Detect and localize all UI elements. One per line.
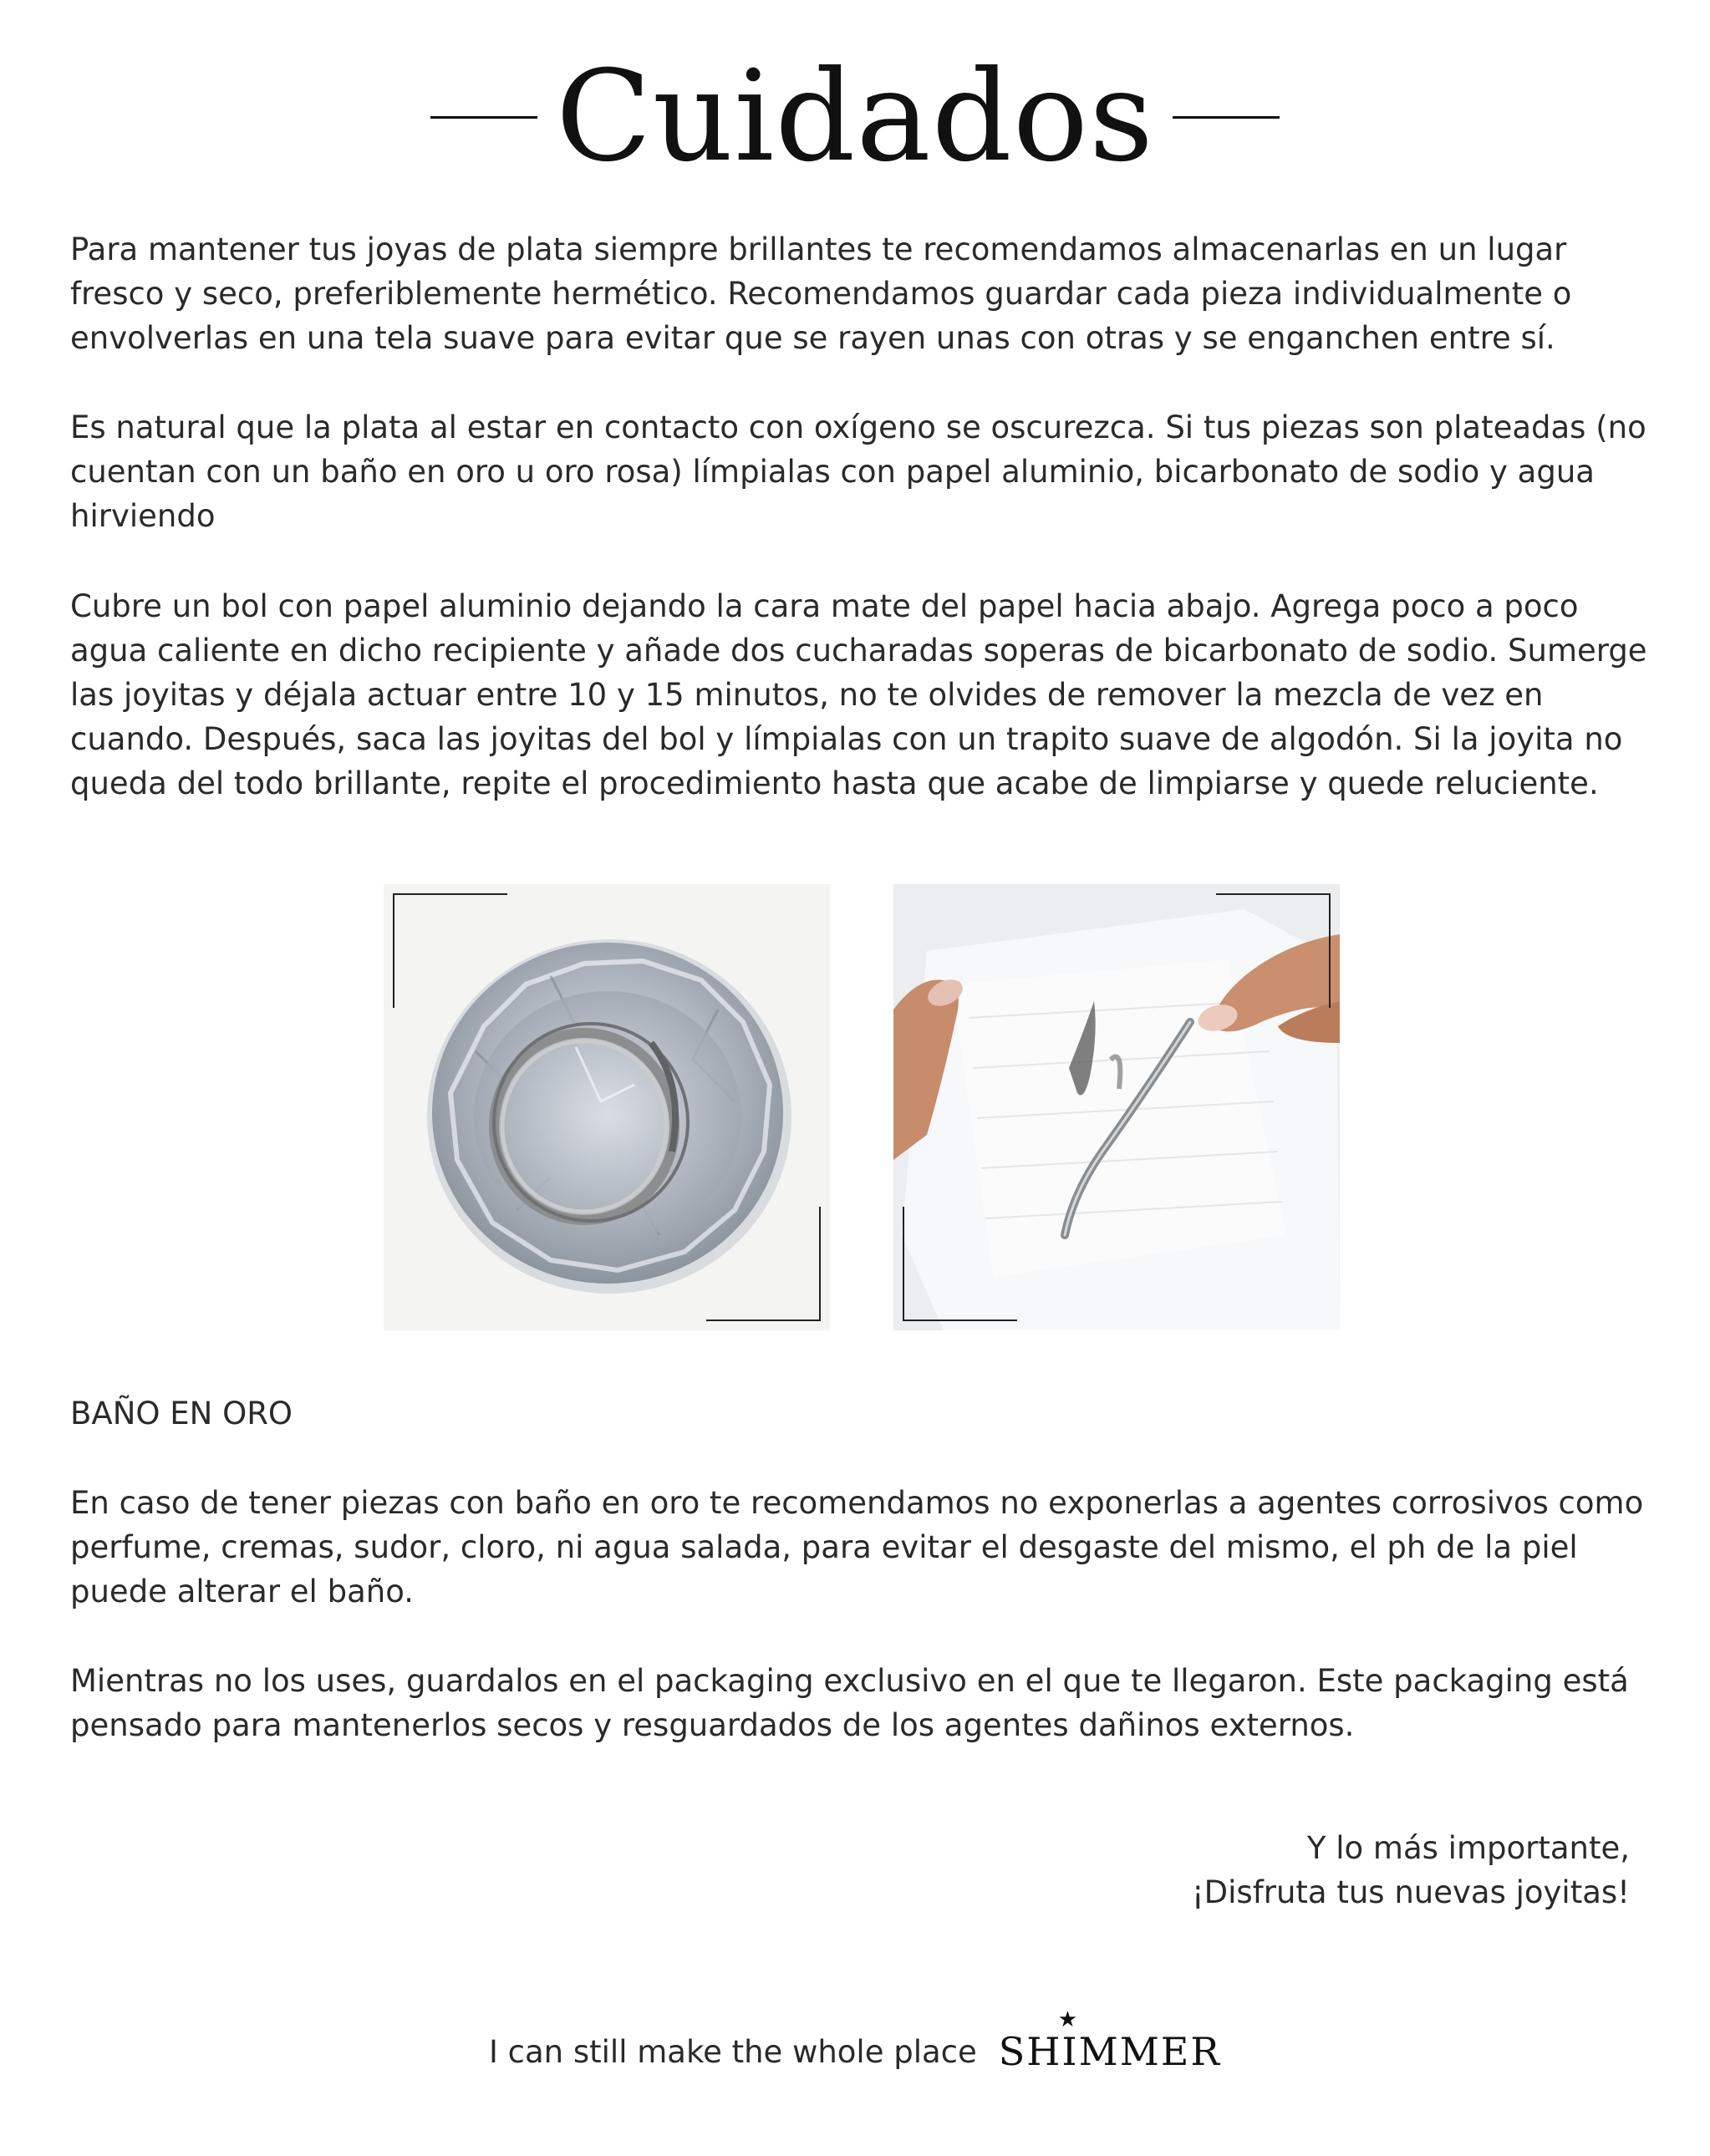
- page-title: Cuidados: [555, 44, 1155, 190]
- packaging-paragraph: Mientras no los uses, guardalos en el packaging exclusivo en el que te llegaron. Este packaging está pensado para mantenerlos secos y resguardados de los agentes dañinos externos.: [70, 1663, 1629, 1743]
- gold-care-paragraph: En caso de tener piezas con baño en oro te recomendamos no exponerlas a agentes corrosivos como perfume, cremas, sudor, cloro, ni agua salada, para evitar el desgaste del mismo, el ph de la piel puede alterar el baño.: [70, 1485, 1644, 1609]
- gold-section-heading: BAÑO EN ORO: [70, 1396, 293, 1431]
- closing-line-1: Y lo más importante,: [1306, 1830, 1630, 1866]
- oxidation-paragraph: Es natural que la plata al estar en contacto con oxígeno se oscurezca. Si tus piezas son plateadas (no cuentan con un baño en oro u oro rosa) límpialas con papel aluminio, bicarbonato de sodio y agua hirviendo: [70, 409, 1646, 534]
- foil-bowl-photo: [384, 884, 830, 1330]
- storage-paragraph: Para mantener tus joyas de plata siempre brillantes te recomendamos almacenarlas en un lugar fresco y seco, preferiblemente hermético. Recomendamos guardar cada pieza individualmente o envolverlas en una tela suave para evitar que se rayen unas con otras y se enganchen entre sí.: [70, 231, 1572, 356]
- frame-corner-top-left: [392, 892, 509, 1009]
- frame-corner-bottom-right: [705, 1205, 822, 1322]
- shimmer-logo: [998, 2007, 1222, 2074]
- star-icon: ★: [1057, 2007, 1080, 2032]
- towel-cleaning-photo: [893, 884, 1340, 1330]
- frame-corner-bottom-left: [902, 1205, 1019, 1322]
- closing-note: [1192, 1826, 1630, 1914]
- footer-tagline: I can still make the whole place: [488, 2033, 977, 2070]
- frame-corner-top-right: [1214, 892, 1331, 1009]
- title-rule-right: [1173, 116, 1280, 119]
- logo-wordmark: SHIMMER: [998, 2029, 1222, 2074]
- closing-line-2: ¡Disfruta tus nuevas joyitas!: [1191, 1874, 1630, 1910]
- page-header: [0, 33, 1710, 201]
- footer: [0, 2007, 1710, 2089]
- cleaning-steps-paragraph: Cubre un bol con papel aluminio dejando la cara mate del papel hacia abajo. Agrega poco a poco agua caliente en dicho recipiente y añade dos cucharadas soperas de bicarbonato de sodio. Sumerge las joyitas y déjala actuar entre 10 y 15 minutos, no te olvides de remover la mezcla de vez en cuando. Después, saca las joyitas del bol y límpialas con un trapito suave de algodón. Si la joyita no queda del todo brillante, repite el procedimiento hasta que acabe de limpiarse y quede reluciente.: [70, 588, 1647, 801]
- title-rule-left: [430, 116, 537, 119]
